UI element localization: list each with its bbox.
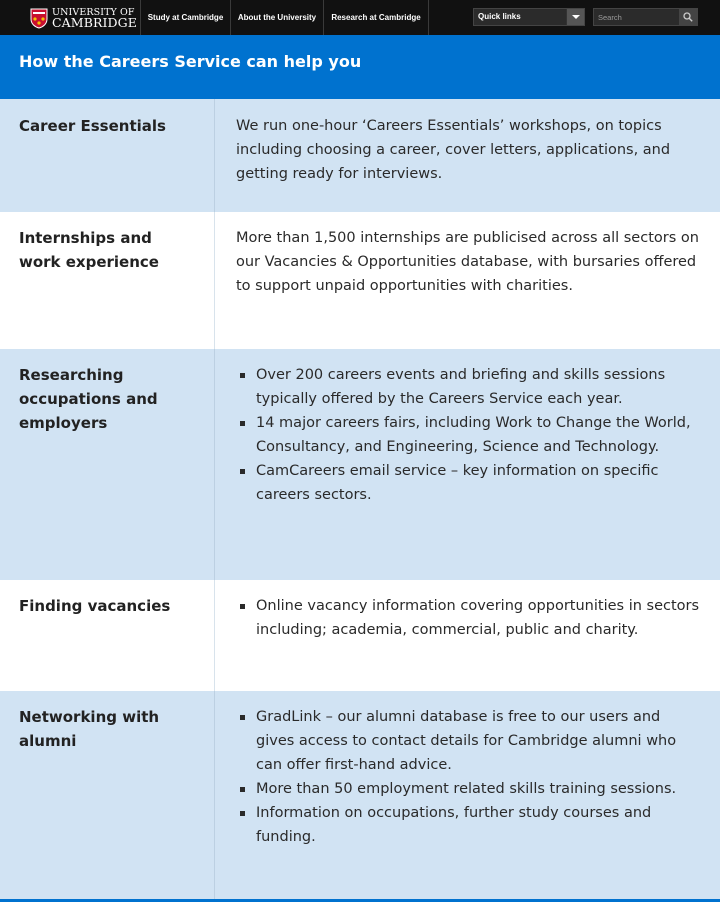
crest-icon: [30, 8, 48, 29]
row-title: Researching occupations and employers: [19, 366, 158, 432]
row-description: We run one-hour ‘Careers Essentials’ workshops, on topics including choosing a career, cover letters, applications, and getting ready for interviews.: [236, 118, 671, 182]
list-item: Online vacancy information covering opportunities in sectors including; academia, commercial, public and charity.: [240, 594, 700, 642]
row-bullet-list: [240, 363, 710, 507]
nav-divider: [428, 0, 429, 35]
list-item: 14 major careers fairs, including Work to Change the World, Consultancy, and Engineering, Science and Technology.: [240, 411, 710, 459]
table-row: [0, 212, 720, 349]
nav-study-at-cambridge[interactable]: Study at Cambridge: [147, 13, 224, 22]
table-row: [0, 349, 720, 580]
search-input[interactable]: [594, 9, 680, 25]
list-item: Over 200 careers events and briefing and skills sessions typically offered by the Careers Service each year.: [240, 363, 710, 411]
nav-research-at-cambridge[interactable]: Research at Cambridge: [331, 13, 421, 22]
quick-links-label: Quick links: [478, 12, 521, 21]
section-title: How the Careers Service can help you: [19, 52, 362, 71]
table-row: [0, 691, 720, 899]
list-item: More than 50 employment related skills training sessions.: [240, 777, 702, 801]
table-row: [0, 580, 720, 691]
row-title: Networking with alumni: [19, 708, 160, 750]
search-icon: [683, 12, 693, 22]
bottom-rule: [0, 899, 720, 902]
search-button[interactable]: [679, 9, 697, 25]
list-item: CamCareers email service – key information on specific careers sectors.: [240, 459, 710, 507]
university-logo[interactable]: [30, 6, 137, 30]
row-description: More than 1,500 internships are publicised across all sectors on our Vacancies & Opportunities database, with bursaries offered to support unpaid opportunities with charities.: [236, 230, 699, 294]
list-item: Information on occupations, further study courses and funding.: [240, 801, 702, 849]
row-title: Internships and work experience: [19, 229, 159, 271]
top-navigation-bar: [0, 0, 720, 35]
row-title: Career Essentials: [19, 117, 166, 135]
row-title: Finding vacancies: [19, 597, 171, 615]
table-row: [0, 99, 720, 212]
search-box: [593, 8, 698, 26]
logo-line-1: UNIVERSITY OF: [52, 7, 135, 18]
chevron-down-icon[interactable]: [566, 9, 584, 25]
list-item: GradLink – our alumni database is free to our users and gives access to contact details for Cambridge alumni who can offer first-hand advice.: [240, 705, 702, 777]
section-header: [0, 35, 720, 99]
row-bullet-list: [240, 594, 700, 642]
nav-about-the-university[interactable]: About the University: [237, 13, 317, 22]
logo-line-2: CAMBRIDGE: [52, 15, 137, 30]
quick-links-dropdown[interactable]: [473, 8, 585, 26]
row-bullet-list: [240, 705, 702, 849]
